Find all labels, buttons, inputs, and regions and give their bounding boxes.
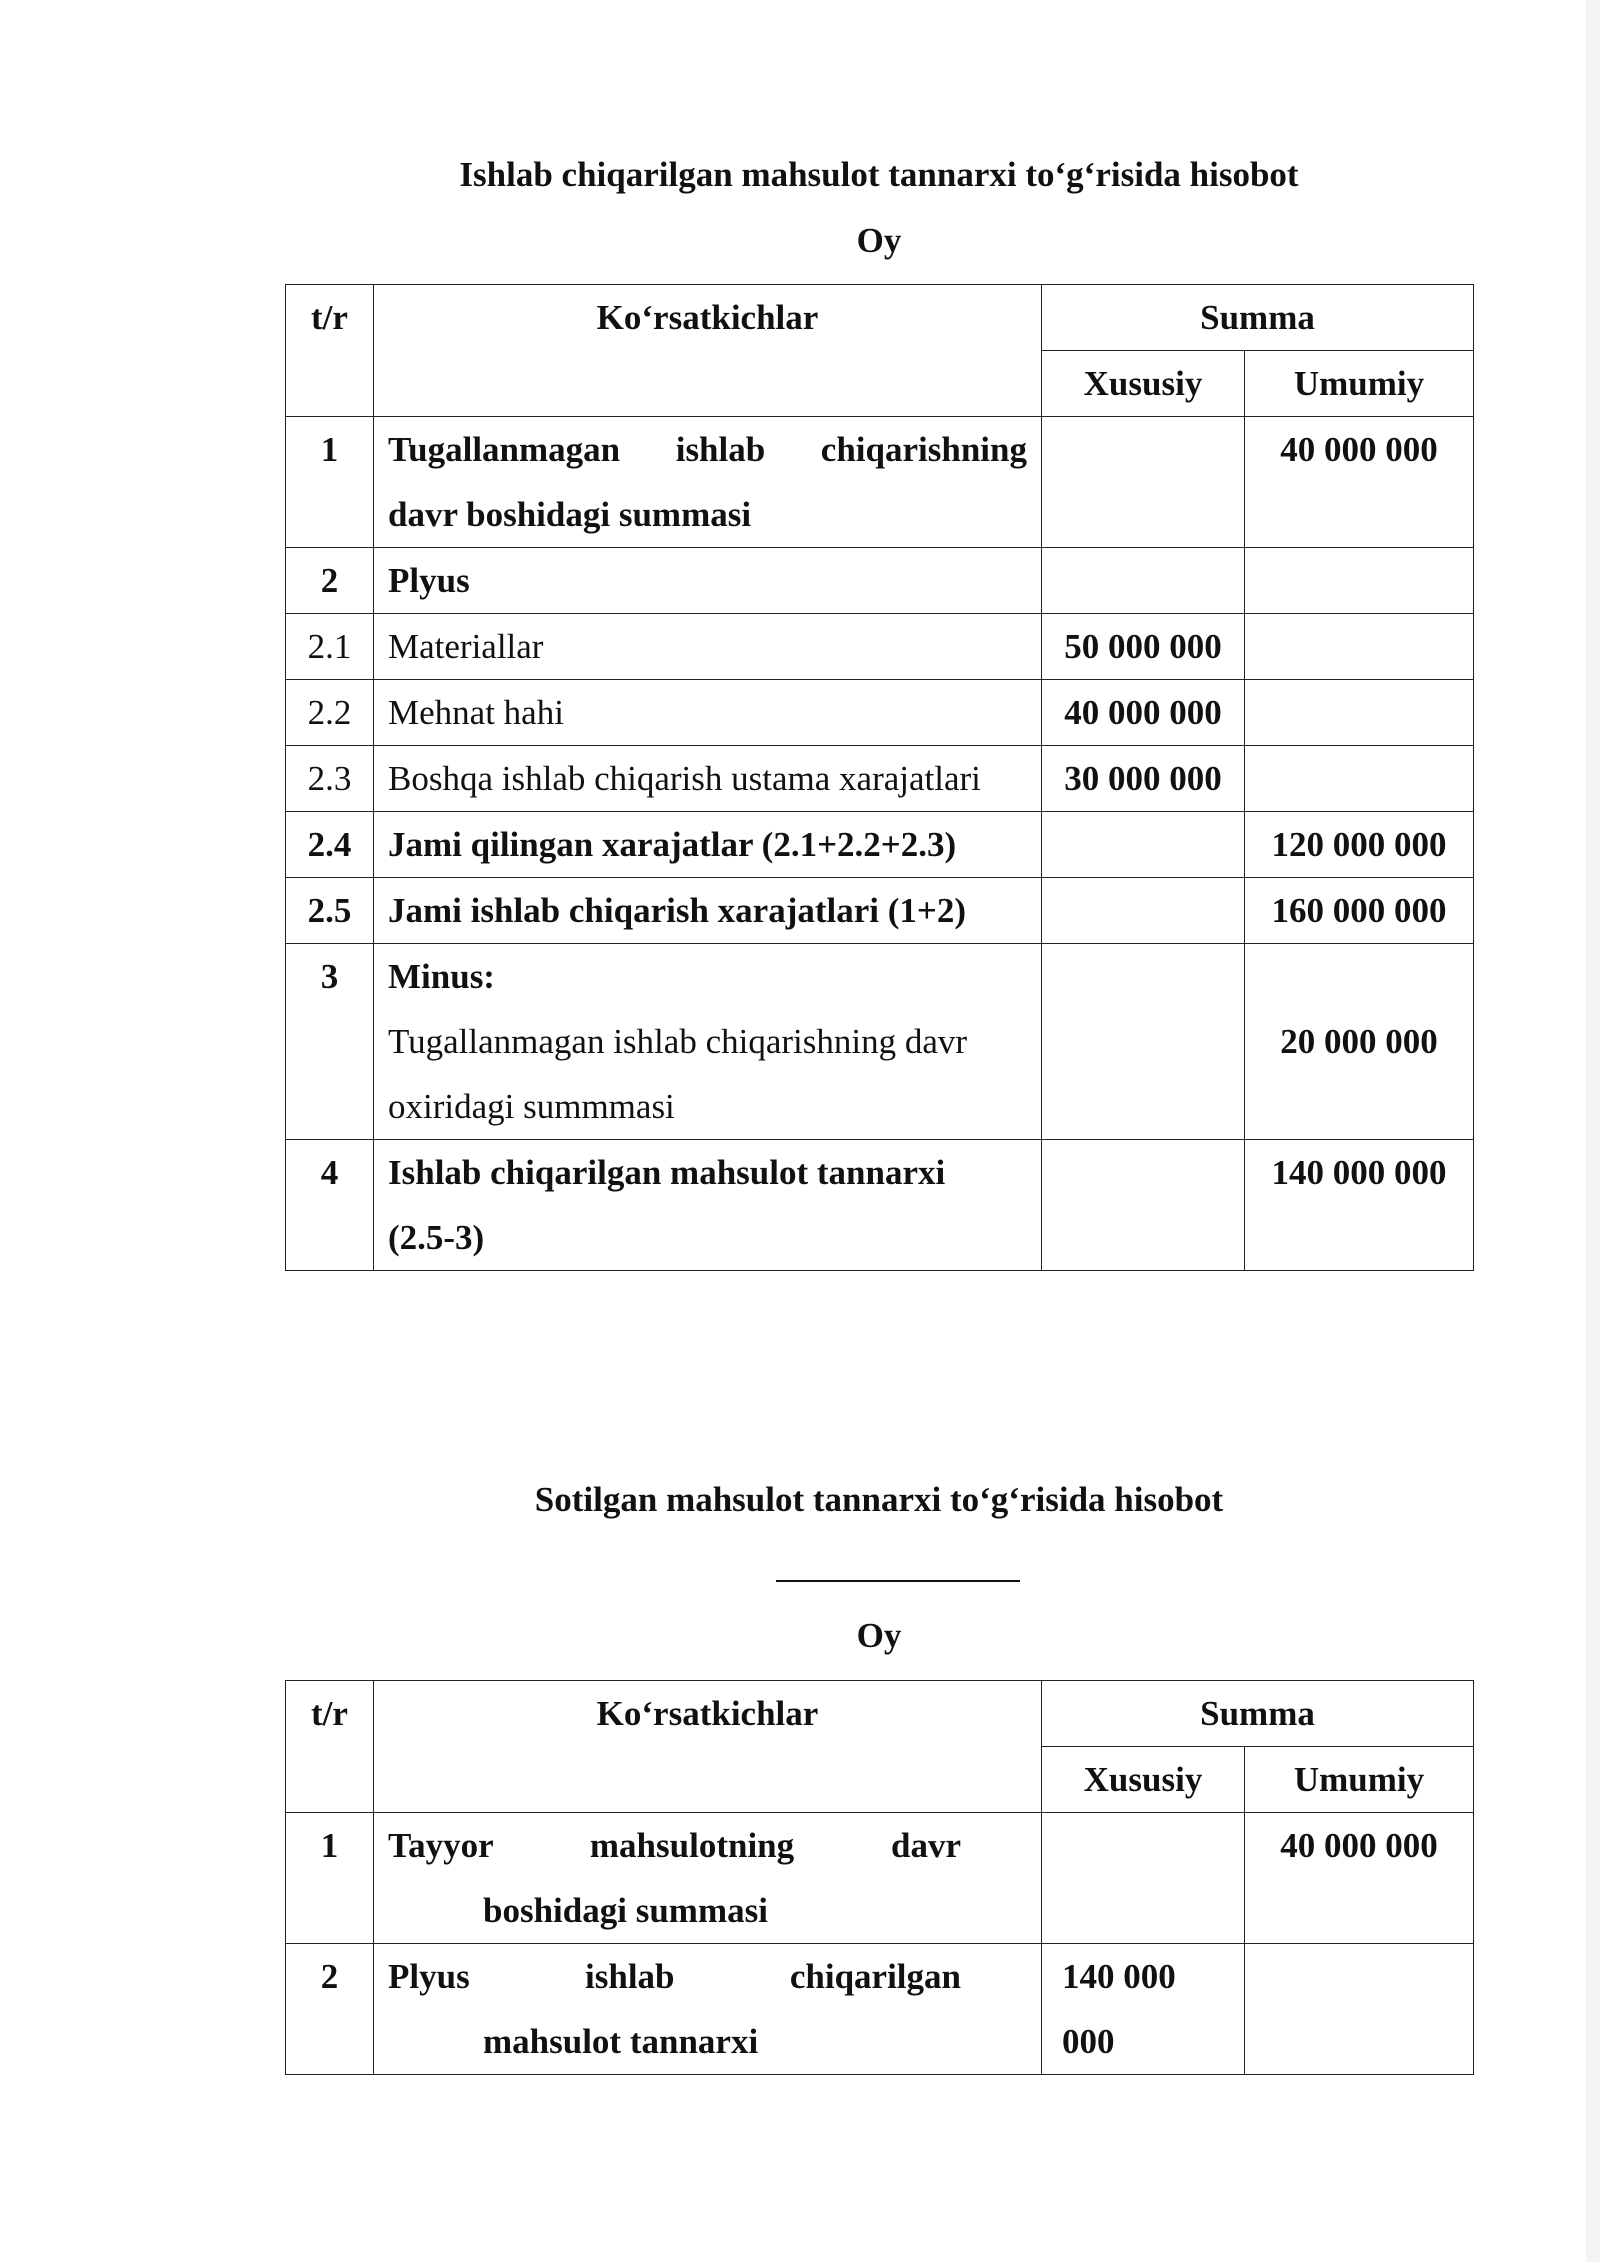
table-row xyxy=(286,812,1474,878)
row-indicator: Jami qilingan xarajatlar (2.1+2.2+2.3) xyxy=(374,812,1042,878)
row-indicator xyxy=(374,944,1042,1140)
row-number: 2.3 xyxy=(286,746,374,812)
row-indicator-line: Minus: xyxy=(388,957,495,996)
header-umumiy: Umumiy xyxy=(1245,1747,1474,1813)
row-umumiy xyxy=(1245,680,1474,746)
row-umumiy xyxy=(1245,1944,1474,2075)
table-row xyxy=(286,1944,1474,2075)
row-xususiy xyxy=(1042,1140,1245,1271)
report1-table xyxy=(285,284,1474,1271)
row-xususiy-line: 140 000 xyxy=(1062,1957,1176,1996)
row-number: 2.5 xyxy=(286,878,374,944)
row-xususiy: 50 000 000 xyxy=(1042,614,1245,680)
row-indicator-line: davr boshidagi summasi xyxy=(388,495,752,534)
table-row xyxy=(286,944,1474,1140)
table-header-row xyxy=(286,1681,1474,1747)
row-number: 2.1 xyxy=(286,614,374,680)
header-tr: t/r xyxy=(286,285,374,417)
table-row xyxy=(286,614,1474,680)
row-xususiy xyxy=(1042,812,1245,878)
row-number: 2.4 xyxy=(286,812,374,878)
row-number: 3 xyxy=(286,944,374,1140)
row-number: 2.2 xyxy=(286,680,374,746)
row-xususiy xyxy=(1042,1813,1245,1944)
row-indicator: Jami ishlab chiqarish xarajatlari (1+2) xyxy=(374,878,1042,944)
row-number: 4 xyxy=(286,1140,374,1271)
row-indicator-line: mahsulot tannarxi xyxy=(483,2022,759,2061)
row-indicator: Boshqa ishlab chiqarish ustama xarajatlari xyxy=(374,746,1042,812)
row-xususiy: 30 000 000 xyxy=(1042,746,1245,812)
row-umumiy: 140 000 000 xyxy=(1245,1140,1474,1271)
row-indicator xyxy=(374,417,1042,548)
row-number: 2 xyxy=(286,548,374,614)
row-indicator xyxy=(374,1813,1042,1944)
row-indicator-line: Tayyor mahsulotning davr xyxy=(388,1826,961,1865)
report1-period: Oy xyxy=(856,221,902,260)
row-indicator xyxy=(374,1944,1042,2075)
row-indicator: Mehnat hahi xyxy=(374,680,1042,746)
row-indicator-line: Plyus ishlab chiqarilgan xyxy=(388,1957,961,1996)
report2-table xyxy=(285,1680,1474,2075)
row-umumiy: 160 000 000 xyxy=(1245,878,1474,944)
table-header-row xyxy=(286,285,1474,351)
report1-title: Ishlab chiqarilgan mahsulot tannarxi to‘g‘risida hisobot xyxy=(459,155,1299,194)
row-indicator: Materiallar xyxy=(374,614,1042,680)
header-xususiy: Xususiy xyxy=(1042,351,1245,417)
table-row xyxy=(286,1140,1474,1271)
header-xususiy: Xususiy xyxy=(1042,1747,1245,1813)
row-umumiy: 120 000 000 xyxy=(1245,812,1474,878)
row-xususiy-line: 000 xyxy=(1062,2022,1115,2061)
row-indicator-line: boshidagi summasi xyxy=(483,1891,768,1930)
row-indicator-line: oxiridagi summmasi xyxy=(388,1087,675,1126)
row-xususiy xyxy=(1042,548,1245,614)
row-xususiy: 40 000 000 xyxy=(1042,680,1245,746)
page-edge-shadow xyxy=(1586,0,1600,2262)
header-tr: t/r xyxy=(286,1681,374,1813)
row-umumiy xyxy=(1245,614,1474,680)
row-umumiy: 20 000 000 xyxy=(1245,944,1474,1140)
row-umumiy xyxy=(1245,746,1474,812)
row-xususiy xyxy=(1042,1944,1245,2075)
table-row xyxy=(286,548,1474,614)
row-indicator-line: Tugallanmagan ishlab chiqarishning davr xyxy=(388,1022,968,1061)
table-row xyxy=(286,417,1474,548)
row-umumiy xyxy=(1245,548,1474,614)
table-row xyxy=(286,1813,1474,1944)
row-umumiy: 40 000 000 xyxy=(1245,417,1474,548)
header-umumiy: Umumiy xyxy=(1245,351,1474,417)
row-indicator: Plyus xyxy=(374,548,1042,614)
header-summa: Summa xyxy=(1042,285,1474,351)
header-indicators: Ko‘rsatkichlar xyxy=(374,1681,1042,1813)
row-number: 1 xyxy=(286,1813,374,1944)
row-indicator-line: Tugallanmagan ishlab chiqarishning xyxy=(388,430,1027,469)
row-indicator-line: Ishlab chiqarilgan mahsulot tannarxi xyxy=(388,1153,946,1192)
row-number: 1 xyxy=(286,417,374,548)
row-xususiy xyxy=(1042,944,1245,1140)
period-blank-line xyxy=(776,1580,1020,1582)
row-umumiy: 40 000 000 xyxy=(1245,1813,1474,1944)
report2-title: Sotilgan mahsulot tannarxi to‘g‘risida hisobot xyxy=(534,1480,1224,1519)
header-summa: Summa xyxy=(1042,1681,1474,1747)
table-row xyxy=(286,746,1474,812)
row-indicator xyxy=(374,1140,1042,1271)
row-number: 2 xyxy=(286,1944,374,2075)
table-row xyxy=(286,680,1474,746)
row-indicator-line: (2.5-3) xyxy=(388,1218,485,1257)
table-row xyxy=(286,878,1474,944)
row-xususiy xyxy=(1042,417,1245,548)
report2-period: Oy xyxy=(856,1616,902,1655)
row-xususiy xyxy=(1042,878,1245,944)
header-indicators: Ko‘rsatkichlar xyxy=(374,285,1042,417)
